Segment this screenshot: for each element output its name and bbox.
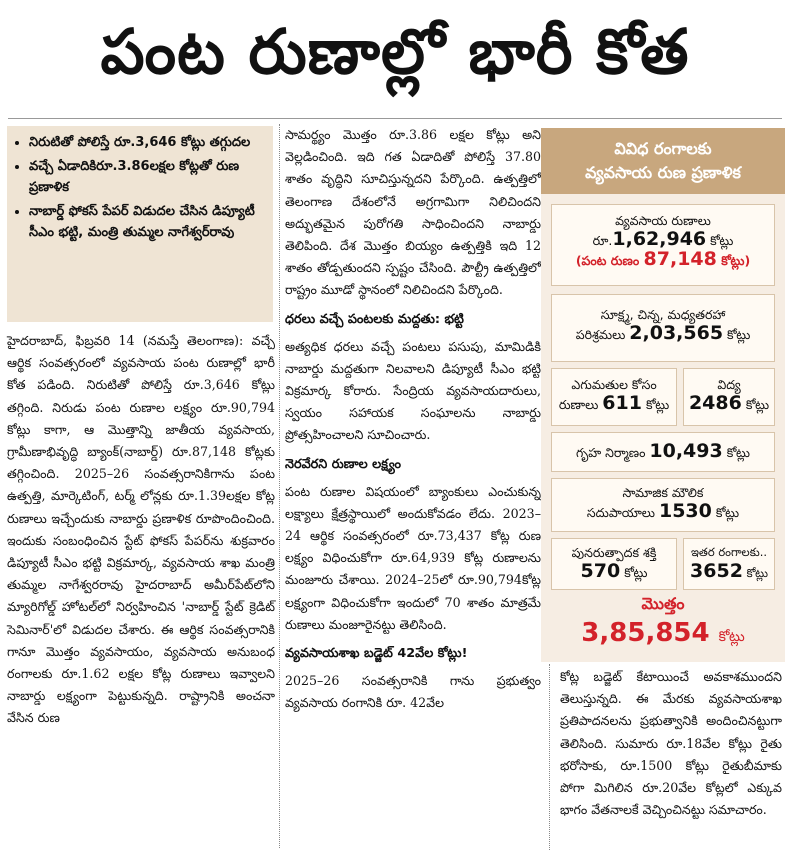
infographic-title-line: వ్యవసాయ రుణ ప్రణాళిక xyxy=(585,163,741,182)
total-label: మొత్తం xyxy=(641,594,685,613)
paragraph: పంట రుణాల విషయంలో బ్యాంకులు ఎంచుకున్న లక్ష్యాలు క్షేత్రస్థాయిలో అందుకోవడం లేదు. 2023–24 ఆర్థిక సంవత్సరంలో రూ.73,437 కోట్ల రుణ లక్ష్యం విధించుకోగా రూ.64,939 కోట్ల రుణాలను మంజూరు చేశాయి. 2024–25లో రూ.90,794కోట్ల లక్ష్యంగా విధించుకోగా ఇందులో 70 శాతం మాత్రమే రుణాలు మంజూరైనట్టు తెలిసింది. xyxy=(285,483,541,632)
other-sectors-box xyxy=(683,538,775,590)
highlight-item: • నిరుటితో పోలిస్తే రూ.3,646 కోట్లు తగ్గుదల xyxy=(29,132,267,153)
housing-label: గృహ నిర్మాణం xyxy=(576,445,650,460)
total-box xyxy=(541,618,785,648)
unit-label: కోట్లు xyxy=(624,565,648,580)
paragraph: హైదరాబాద్, ఫిబ్రవరి 14 (నమస్తే తెలంగాణ): వచ్చే ఆర్థిక సంవత్సరంలో వ్యవసాయ పంట రుణాల్లో భారీ కోత పడింది. నిరుటితో పోలిస్తే రూ.3,646 కోట్లు తగ్గింది. నిరుడు పంట రుణాల లక్ష్యం రూ.90,794 కోట్లు కాగా, ఆ మొత్తాన్ని జాతీయ వ్యవసాయ, గ్రామీణాభివృద్ధి బ్యాంక్(నాబార్డ్) రూ.87,148 కోట్లకు తగ్గించింది. 2025–26 సంవత్సరానికిగాను పంట ఉత్పత్తి, మార్కెటింగ్, టర్మ్ లోన్లకు రూ.1.39లక్షల కోట్ల రుణాలు ఇచ్చేందుకు నాబార్డు ప్రణాళిక రూపొందించింది. ఇందుకు సంబంధించిన స్టేట్ ఫోకస్ పేపర్‌ను శుక్రవారం డిప్యూటీ సీఎం భట్టి విక్రమార్క, వ్యవసాయ శాఖ మంత్రి తుమ్మల నాగేశ్వరరావు హైదరాబాద్ అమీర్‌పేట్‌లోని మ్యారిగోల్డ్ హోటల్‌లో నిర్వహించిన 'నాబార్డ్ స్టేట్ క్రెడిట్ సెమినార్'లో విడుదల చేశారు. ఈ ఆర్థిక సంవత్సరానికి గానూ మొత్తం వ్యవసాయం, వ్యవసాయ అనుబంధ రంగాలకు రూ.1.62 లక్షల కోట్ల రుణాలు ఇవ్వాలని నాబార్డు లక్ష్యంగా పెట్టుకున్నది. రాష్ట్రానికి అంచనా వేసిన రుణ xyxy=(7,333,275,726)
social-value: 1530 xyxy=(658,500,712,522)
social-infra-box xyxy=(551,478,775,532)
paragraph: 2025–26 సంవత్సరానికి గాను ప్రభుత్వం వ్యవసాయ రంగానికి రూ. 42వేల xyxy=(285,673,541,711)
infographic-title xyxy=(541,128,785,194)
article-column-2 xyxy=(285,124,541,714)
paragraph: కోట్ల బడ్జెట్ కేటాయించే అవకాశముందని తెలుస్తున్నది. ఈ మేరకు వ్యవసాయశాఖ ప్రతిపాదనలను ప్రభుత్వానికి అందించినట్టుగా తెలిసింది. సుమారు రూ.18వేల కోట్లు రైతు భరోసాకు, రూ.1500 కోట్లు రైతుబీమాకు పోగా మిగిలిన రూ.20వేల కోట్లలో ఎక్కువ భాగం వేతనాలకే వెచ్చించినట్టు సమాచారం. xyxy=(560,669,782,818)
renewable-value: 570 xyxy=(580,560,621,582)
export-box xyxy=(551,368,677,426)
msme-prefix: పరిశ్రమలు xyxy=(575,327,630,342)
education-value: 2486 xyxy=(688,392,742,414)
msme-box xyxy=(551,294,775,362)
social-label: సామాజిక మౌలిక xyxy=(622,485,704,500)
unit-label: కోట్లు xyxy=(727,327,751,342)
highlights-list xyxy=(15,132,267,243)
crop-loan-close: కోట్లు) xyxy=(716,253,751,268)
other-value: 3652 xyxy=(690,560,743,582)
unit-label: కోట్లు xyxy=(718,629,745,645)
subheading: వ్యవసాయశాఖ బడ్జెట్ 42వేల కోట్లు! xyxy=(285,646,468,662)
unit-label: కోట్లు xyxy=(726,445,750,460)
crop-loan-open: (పంట రుణం xyxy=(575,253,644,268)
unit-label: కోట్లు xyxy=(710,233,734,248)
renewable-box xyxy=(551,538,677,590)
paragraph: అత్యధిక ధరలు వచ్చే పంటలు పసుపు, మామిడికి నాబార్డు మద్దతుగా నిలవాలని డిప్యూటీ సీఎం భట్టి విక్రమార్క కోరారు. సేంద్రియ వ్యవసాయదారులు, స్వయం సహాయక సంఘాలను నాబార్డు ప్రోత్సహించాలని సూచించారు. xyxy=(285,338,541,443)
unit-label: కోట్లు xyxy=(746,566,768,580)
msme-label: సూక్ష్మ, చిన్న, మధ్యతరహా xyxy=(600,307,726,322)
export-prefix: రుణాలు xyxy=(558,397,603,412)
renewable-label: పునరుత్పాదక శక్తి xyxy=(571,545,657,560)
housing-box xyxy=(551,432,775,472)
unit-label: కోట్లు xyxy=(645,397,670,412)
headline-divider xyxy=(8,118,782,119)
subheading: నెరవేరని రుణాల లక్ష్యం xyxy=(285,456,402,472)
social-prefix: సదుపాయాలు xyxy=(586,505,659,520)
loan-plan-infographic xyxy=(541,128,785,662)
highlights-box xyxy=(7,126,273,322)
msme-value: 2,03,565 xyxy=(629,322,724,344)
article-column-3 xyxy=(560,666,782,821)
article-column-1 xyxy=(7,330,275,730)
agri-prefix: రూ. xyxy=(592,233,613,248)
highlight-item: • వచ్చే ఏడాదికిరూ.3.86లక్షల కోట్లతో రుణ ప్రణాళిక xyxy=(29,156,267,198)
crop-loan-value: 87,148 xyxy=(643,248,717,270)
unit-label: కోట్లు xyxy=(745,397,770,412)
other-label: ఇతర రంగాలకు.. xyxy=(690,545,768,559)
total-value: 3,85,854 xyxy=(581,618,710,648)
unit-label: కోట్లు xyxy=(715,505,740,520)
column-divider xyxy=(279,124,280,848)
headline: పంట రుణాల్లో భారీ కోత xyxy=(100,15,690,88)
agri-label: వ్యవసాయ రుణాలు xyxy=(615,213,711,228)
housing-value: 10,493 xyxy=(649,440,723,462)
education-label: విద్య xyxy=(717,377,741,392)
infographic-title-line: వివిధ రంగాలకు xyxy=(614,139,712,158)
highlight-item: • నాబార్డ్ ఫోకస్ పేపర్ విడుదల చేసిన డిప్యూటీ సీఎం భట్టి, మంత్రి తుమ్మల నాగేశ్వర్‌రావు xyxy=(29,201,267,243)
agri-loans-box xyxy=(551,204,775,286)
paragraph: సామర్థ్యం మొత్తం రూ.3.86 లక్షల కోట్లు అని వెల్లడించింది. ఇది గత ఏడాదితో పోలిస్తే 37.80 శాతం వృద్ధిని సూచిస్తున్నదని పేర్కొంది. ఉత్పత్తిలో తెలంగాణ దేశంలోనే అగ్రగామిగా నిలిచిందని అద్భుతమైన పురోగతి సాధించిందని నాబార్డు తెలిపింది. దేశ మొత్తం బియ్యం ఉత్పత్తికి ఇది 12 శాతం తోడ్పతుందని స్పష్టం చేసింది. పౌల్ట్రీ ఉత్పత్తిలో రాష్ట్రం మూడో స్థానంలో నిలిచిందని పేర్కొంది. xyxy=(285,127,541,298)
education-box xyxy=(683,368,775,426)
export-label: ఎగుమతుల కోసం xyxy=(571,377,657,392)
export-value: 611 xyxy=(602,392,642,414)
column-divider xyxy=(549,664,550,850)
subheading: ధరలు వచ్చే పంటలకు మద్దతు: భట్టి xyxy=(285,311,464,327)
agri-value: 1,62,946 xyxy=(612,228,707,250)
